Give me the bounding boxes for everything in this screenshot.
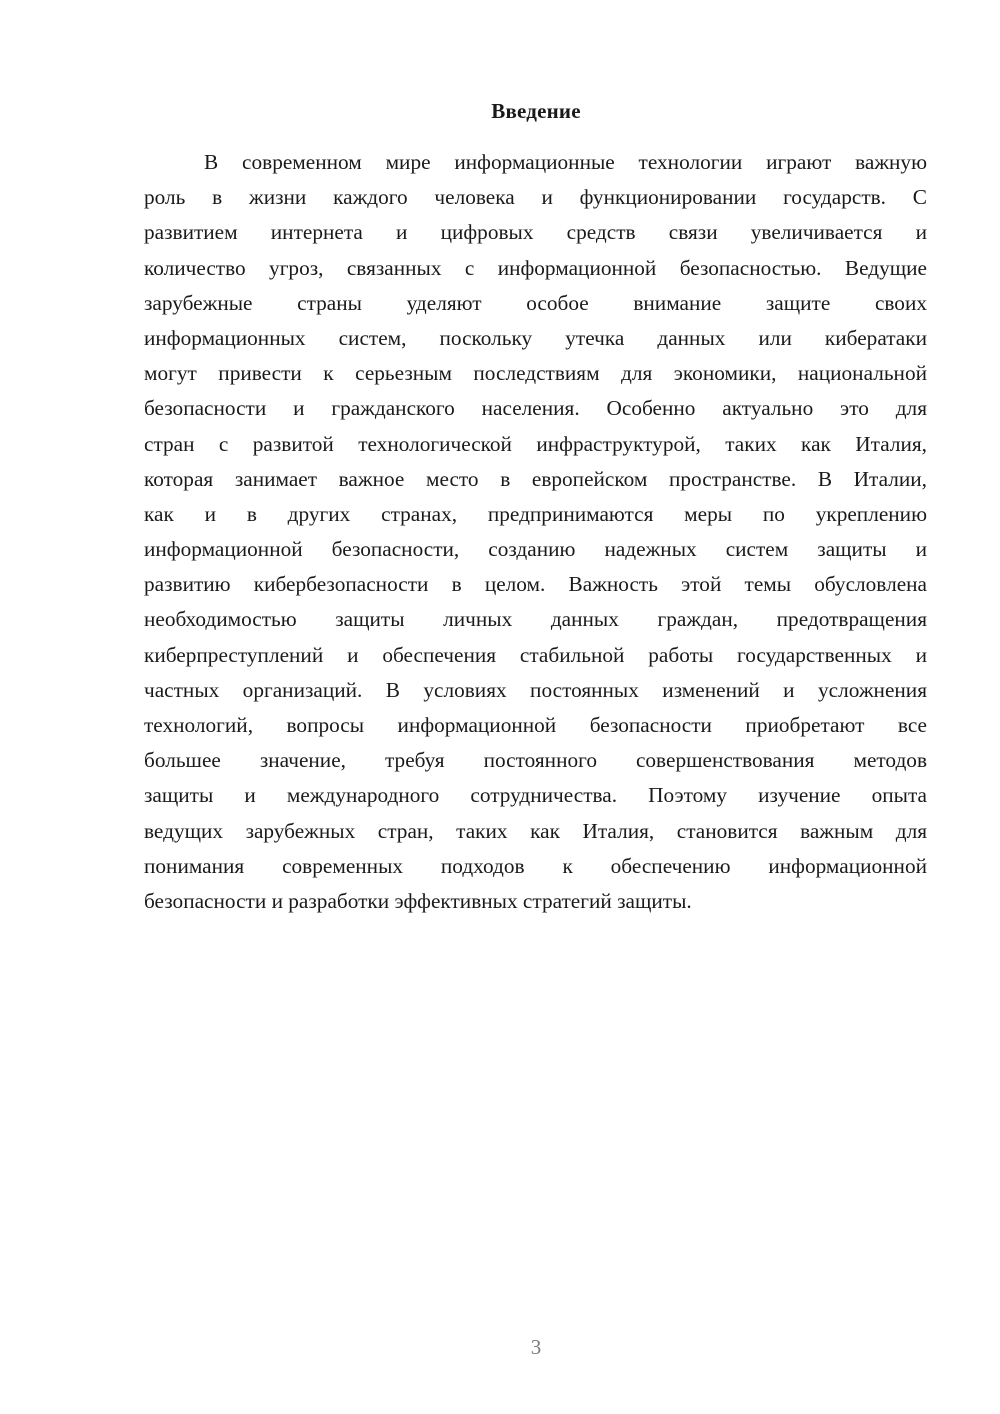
paragraph-line: развитию кибербезопасности в целом. Важность этой темы обусловлена <box>144 572 927 597</box>
paragraph-line: развитием интернета и цифровых средств связи увеличивается и <box>144 220 927 245</box>
paragraph-line: В современном мире информационные технологии играют важную <box>204 150 927 174</box>
paragraph-line: как и в других странах, предпринимаются меры по укреплению <box>144 501 927 526</box>
paragraph-line: роль в жизни каждого человека и функционировании государств. С <box>144 185 927 210</box>
paragraph-line: большее значение, требуя постоянного совершенствования методов <box>144 748 927 773</box>
paragraph-line: количество угроз, связанных с информационной безопасностью. Ведущие <box>144 255 927 280</box>
paragraph-line: информационной безопасности, созданию надежных систем защиты и <box>144 537 927 562</box>
paragraph-line: которая занимает важное место в европейском пространстве. В Италии, <box>144 466 927 491</box>
paragraph-line: понимания современных подходов к обеспечению информационной <box>144 853 927 878</box>
paragraph-line: технологий, вопросы информационной безопасности приобретают все <box>144 713 927 737</box>
section-heading: Введение <box>491 99 581 123</box>
paragraph-line: киберпреступлений и обеспечения стабильной работы государственных и <box>144 642 927 667</box>
paragraph-line: безопасности и гражданского населения. Особенно актуально это для <box>144 396 927 421</box>
page-number: 3 <box>530 1335 542 1359</box>
body-paragraph <box>144 145 927 919</box>
paragraph-line: частных организаций. В условиях постоянных изменений и усложнения <box>144 677 927 702</box>
paragraph-line: защиты и международного сотрудничества. Поэтому изучение опыта <box>144 783 927 808</box>
paragraph-line: информационных систем, поскольку утечка данных или кибератаки <box>144 325 927 350</box>
paragraph-line: ведущих зарубежных стран, таких как Италия, становится важным для <box>144 818 927 843</box>
paragraph-line: стран с развитой технологической инфраструктурой, таких как Италия, <box>144 431 927 456</box>
paragraph-line: безопасности и разработки эффективных стратегий защиты. <box>144 888 692 913</box>
paragraph-line: необходимостью защиты личных данных граждан, предотвращения <box>144 607 927 632</box>
paragraph-line: зарубежные страны уделяют особое внимание защите своих <box>144 290 927 315</box>
paragraph-line: могут привести к серьезным последствиям для экономики, национальной <box>144 361 927 386</box>
